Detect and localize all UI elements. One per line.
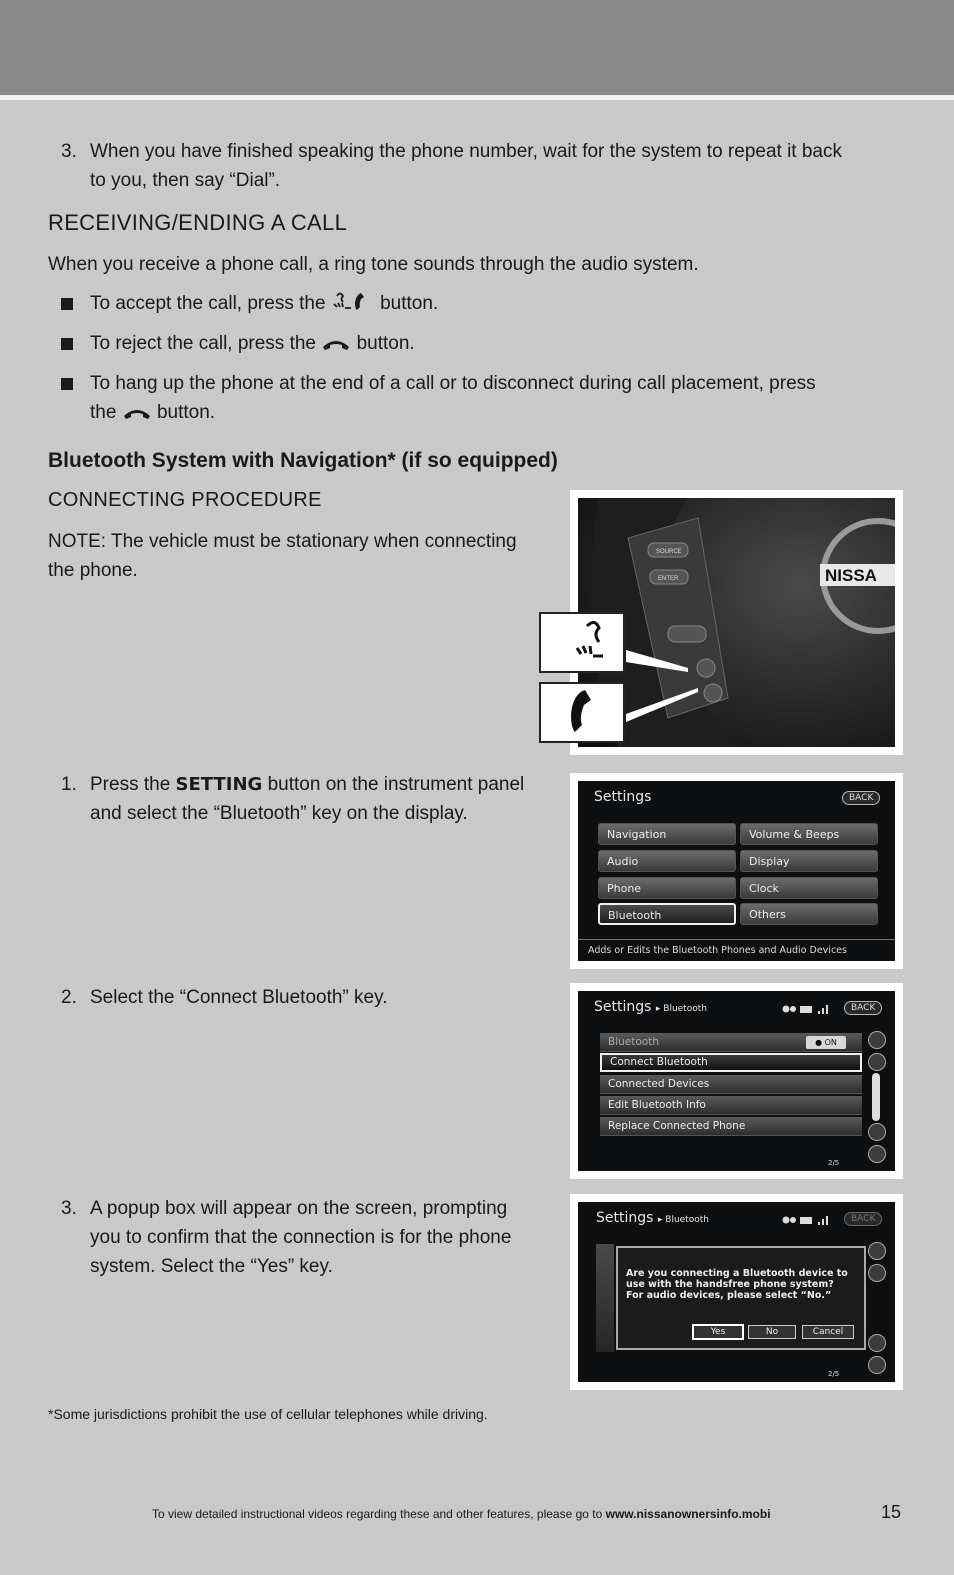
talk-phone-icon: [331, 290, 375, 312]
screen-title: Settings: [594, 789, 652, 805]
screen-divider: [578, 939, 895, 940]
background-list: [596, 1244, 614, 1352]
menu-phone[interactable]: Phone: [598, 877, 736, 899]
screen-help-text: Adds or Edits the Bluetooth Phones and Audio Devices: [588, 945, 847, 956]
bullet-hangup-line2: [90, 398, 215, 427]
hang-up-icon: [321, 336, 351, 352]
step-number: 3.: [61, 141, 77, 162]
scrollbar[interactable]: [872, 1073, 880, 1121]
bullet-text: To reject the call, press the: [90, 333, 316, 354]
scroll-bottom-icon[interactable]: [868, 1145, 886, 1163]
bullet-hangup-line1: To hang up the phone at the end of a call or to disconnect during call placement, press: [90, 373, 816, 394]
section-heading: Bluetooth System with Navigation* (if so equipped): [48, 449, 558, 472]
bluetooth-on-toggle[interactable]: ● ON: [806, 1036, 846, 1049]
settings-screen: [578, 781, 895, 961]
scroll-up-icon[interactable]: [868, 1264, 886, 1282]
bullet-text: button.: [356, 333, 415, 354]
bullet-text: button.: [380, 293, 439, 314]
bullet-icon: [61, 378, 73, 390]
confirm-popup: [616, 1246, 866, 1350]
scroll-up-icon[interactable]: [868, 1053, 886, 1071]
bullet-text: the: [90, 402, 117, 423]
section-heading: RECEIVING/ENDING A CALL: [48, 210, 348, 235]
popup-message-line: use with the handsfree phone system?: [626, 1279, 834, 1290]
step-text: A popup box will appear on the screen, prompting: [90, 1198, 508, 1219]
bullet-reject: [90, 329, 415, 358]
bullet-icon: [61, 338, 73, 350]
step-text-part: button on the instrument panel: [267, 774, 525, 795]
status-icons: [782, 1214, 838, 1226]
page-indicator: 2/5: [828, 1159, 840, 1167]
screen-subtitle: Bluetooth: [663, 1004, 707, 1014]
scroll-top-icon[interactable]: [868, 1242, 886, 1260]
subheading: CONNECTING PROCEDURE: [48, 489, 322, 511]
phone-icon: [541, 684, 623, 741]
note-text: NOTE: The vehicle must be stationary when connecting: [48, 531, 517, 552]
menu-others[interactable]: Others: [740, 903, 878, 925]
popup-message-line: For audio devices, please select “No.”: [626, 1290, 832, 1301]
step-number: 3.: [61, 1198, 77, 1219]
bullet-text: To accept the call, press the: [90, 293, 326, 314]
footnote: *Some jurisdictions prohibit the use of cellular telephones while driving.: [48, 1406, 488, 1422]
bullet-icon: [61, 298, 73, 310]
talk-button-callout: [539, 612, 625, 673]
screen-title: Settings ▸ Bluetooth: [594, 999, 707, 1015]
back-button[interactable]: BACK: [844, 1212, 882, 1226]
no-button[interactable]: No: [748, 1325, 796, 1339]
step-text: you to confirm that the connection is for the phone: [90, 1227, 512, 1248]
source-label: SOURCE: [656, 549, 682, 555]
menu-audio[interactable]: Audio: [598, 850, 736, 872]
status-icons: [782, 1003, 838, 1015]
scroll-down-icon[interactable]: [868, 1123, 886, 1141]
scroll-down-icon[interactable]: [868, 1334, 886, 1352]
connect-bluetooth-row[interactable]: Connect Bluetooth: [600, 1053, 862, 1072]
bullet-text: button.: [156, 402, 216, 423]
screen-title: Settings ▸ Bluetooth: [596, 1210, 709, 1226]
menu-volume-beeps[interactable]: Volume & Beeps: [740, 823, 878, 845]
nissan-badge: NISSA: [825, 566, 877, 585]
edit-bluetooth-info-row[interactable]: Edit Bluetooth Info: [600, 1096, 862, 1115]
step-text: [90, 770, 524, 799]
page-indicator: 2/5: [828, 1370, 840, 1378]
step-text: to you, then say “Dial”.: [90, 170, 281, 191]
header-rule: [0, 95, 954, 100]
step-text: and select the “Bluetooth” key on the display.: [90, 803, 468, 824]
cancel-button[interactable]: Cancel: [802, 1325, 854, 1339]
yes-button[interactable]: Yes: [692, 1324, 744, 1340]
popup-message: [626, 1268, 848, 1301]
phone-button-callout: [539, 682, 625, 743]
menu-clock[interactable]: Clock: [740, 877, 878, 899]
footer-text-part: To view detailed instructional videos regarding these and other features, please go to: [152, 1507, 603, 1521]
header-bar: [0, 0, 954, 95]
menu-navigation[interactable]: Navigation: [598, 823, 736, 845]
replace-connected-phone-row[interactable]: Replace Connected Phone: [600, 1117, 862, 1136]
popup-message-line: Are you connecting a Bluetooth device to: [626, 1268, 848, 1279]
step-text: Select the “Connect Bluetooth” key.: [90, 987, 388, 1008]
footer-url[interactable]: www.nissanownersinfo.mobi: [605, 1507, 771, 1521]
bullet-accept: [90, 289, 438, 318]
menu-display[interactable]: Display: [740, 850, 878, 872]
back-button[interactable]: BACK: [842, 791, 880, 805]
enter-label: ENTER: [658, 576, 679, 582]
bluetooth-popup-screen: [578, 1202, 895, 1382]
footer-text: [152, 1507, 771, 1521]
back-button[interactable]: BACK: [844, 1001, 882, 1015]
scroll-bottom-icon[interactable]: [868, 1356, 886, 1374]
bluetooth-settings-screen: [578, 991, 895, 1171]
menu-bluetooth[interactable]: Bluetooth: [598, 903, 736, 925]
step-number: 1.: [61, 774, 77, 795]
screen-title-text: Settings: [594, 999, 652, 1015]
step-number: 2.: [61, 987, 77, 1008]
step-text: system. Select the “Yes” key.: [90, 1256, 333, 1277]
setting-key-label: SETTING: [175, 774, 263, 795]
scroll-top-icon[interactable]: [868, 1031, 886, 1049]
talk-icon: [541, 614, 623, 671]
step-text-part: Press the: [90, 774, 171, 795]
screen-subtitle: Bluetooth: [665, 1215, 709, 1225]
note-text: the phone.: [48, 560, 138, 581]
intro-text: When you receive a phone call, a ring tone sounds through the audio system.: [48, 254, 699, 275]
bluetooth-row[interactable]: Bluetooth: [600, 1033, 862, 1052]
hang-up-icon: [122, 405, 152, 421]
toggle-label: ON: [824, 1038, 837, 1047]
step-text: When you have finished speaking the phone number, wait for the system to repeat it back: [90, 141, 842, 162]
page-number: 15: [881, 1502, 902, 1522]
connected-devices-row[interactable]: Connected Devices: [600, 1075, 862, 1094]
screen-title-text: Settings: [596, 1210, 654, 1226]
